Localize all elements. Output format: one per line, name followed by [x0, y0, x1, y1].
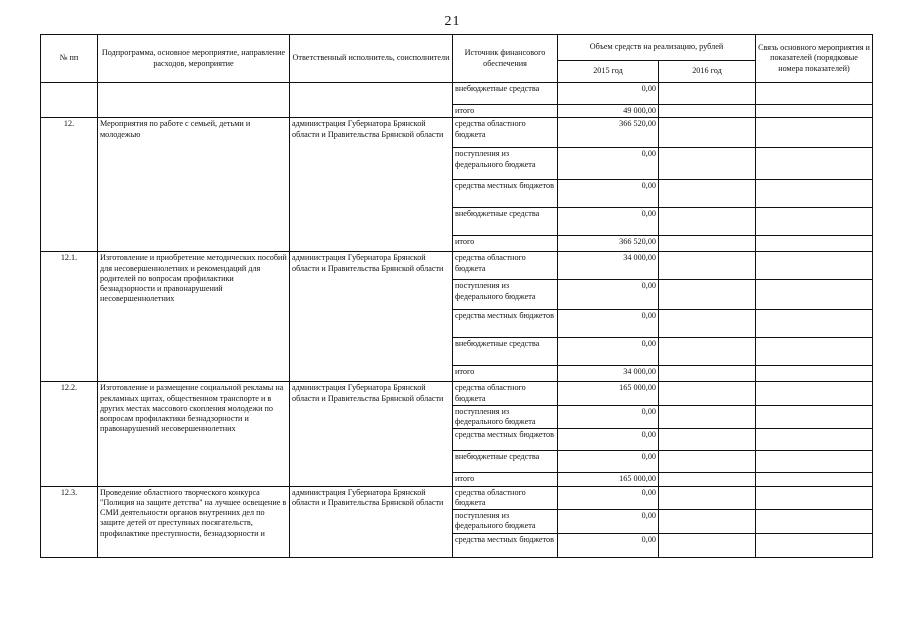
- total-value: 366 520,00: [558, 236, 659, 252]
- source-label: средства местных бюджетов: [453, 310, 558, 338]
- value-2016: [659, 366, 756, 382]
- value-2015: 0,00: [558, 405, 659, 429]
- link-cell: [756, 180, 873, 208]
- value-2016: [659, 473, 756, 486]
- source-label: внебюджетные средства: [453, 338, 558, 366]
- header-source: Источник финансового обеспечения: [453, 35, 558, 83]
- source-label: средства областного бюджета: [453, 486, 558, 510]
- header-executor: Ответственный исполнитель, соисполнители: [290, 35, 453, 83]
- value-2015: 0,00: [558, 486, 659, 510]
- total-value: 34 000,00: [558, 366, 659, 382]
- row-program: Мероприятия по работе с семьей, детьми и молодежью: [98, 118, 290, 252]
- value-2016: [659, 510, 756, 534]
- link-cell: [756, 118, 873, 148]
- source-label: поступления из федерального бюджета: [453, 405, 558, 429]
- link-cell: [756, 382, 873, 406]
- source-label: средства областного бюджета: [453, 118, 558, 148]
- value-2015: 0,00: [558, 280, 659, 310]
- page-number: 21: [444, 14, 461, 29]
- link-cell: [756, 510, 873, 534]
- link-cell: [756, 473, 873, 486]
- link-cell: [756, 429, 873, 451]
- total-label: итого: [453, 105, 558, 118]
- value-2016: [659, 310, 756, 338]
- source-label: внебюджетные средства: [453, 451, 558, 473]
- value-2016: [659, 105, 756, 118]
- value-2016: [659, 148, 756, 180]
- row-executor: администрация Губернатора Брянской области и Правительства Брянской области: [290, 382, 453, 486]
- value-2016: [659, 405, 756, 429]
- value-2015: 0,00: [558, 148, 659, 180]
- value-2015: 0,00: [558, 208, 659, 236]
- header-year-2015: 2015 год: [558, 61, 659, 83]
- value-2016: [659, 429, 756, 451]
- link-cell: [756, 366, 873, 382]
- value-2016: [659, 534, 756, 558]
- value-2016: [659, 338, 756, 366]
- value-2016: [659, 486, 756, 510]
- value-2016: [659, 252, 756, 280]
- row-executor: администрация Губернатора Брянской области и Правительства Брянской области: [290, 252, 453, 382]
- value-2016: [659, 382, 756, 406]
- cell-pp: [41, 83, 98, 118]
- row-program: Изготовление и размещение социальной рекламы на рекламных щитах, общественном транспорте и в других местах массового скопления молодежи по вопросам профилактики безнадзорности и правонарушений несовершеннолетних: [98, 382, 290, 486]
- value-2015: 0,00: [558, 510, 659, 534]
- link-cell: [756, 236, 873, 252]
- cell-program: [98, 83, 290, 118]
- row-pp: 12.2.: [41, 382, 98, 486]
- row-executor: администрация Губернатора Брянской области и Правительства Брянской области: [290, 486, 453, 558]
- source-label: средства местных бюджетов: [453, 429, 558, 451]
- link-cell: [756, 534, 873, 558]
- value-2016: [659, 280, 756, 310]
- total-value: 165 000,00: [558, 473, 659, 486]
- row-program: Проведение областного творческого конкурса "Полиция на защите детства" на лучшее освещение в СМИ деятельности органов внутренних дел по защите детей от преступных посягательств, профилактике преступности, безнадзорности и: [98, 486, 290, 558]
- value-2015: 165 000,00: [558, 382, 659, 406]
- value-2015: 0,00: [558, 429, 659, 451]
- value-2016: [659, 208, 756, 236]
- value-2015: 34 000,00: [558, 252, 659, 280]
- budget-table: [40, 34, 873, 558]
- source-label: поступления из федерального бюджета: [453, 510, 558, 534]
- value-2016: [659, 236, 756, 252]
- value-2015: 366 520,00: [558, 118, 659, 148]
- total-value: 49 000,00: [558, 105, 659, 118]
- link-cell: [756, 105, 873, 118]
- link-cell: [756, 310, 873, 338]
- link-cell: [756, 486, 873, 510]
- source-label: средства местных бюджетов: [453, 180, 558, 208]
- value-2015: 0,00: [558, 338, 659, 366]
- value-2015: 0,00: [558, 451, 659, 473]
- value-2015: 0,00: [558, 180, 659, 208]
- total-label: итого: [453, 473, 558, 486]
- header-volume: Объем средств на реализацию, рублей: [558, 35, 756, 61]
- source-label: средства областного бюджета: [453, 382, 558, 406]
- row-executor: администрация Губернатора Брянской области и Правительства Брянской области: [290, 118, 453, 252]
- row-pp: 12.1.: [41, 252, 98, 382]
- link-cell: [756, 338, 873, 366]
- value-2015: 0,00: [558, 310, 659, 338]
- header-link: Связь основного мероприятия и показателей (порядковые номера показателей): [756, 35, 873, 83]
- link-cell: [756, 148, 873, 180]
- source-label: внебюджетные средства: [453, 83, 558, 105]
- header-program: Подпрограмма, основное мероприятие, направление расходов, мероприятие: [98, 35, 290, 83]
- value-2016: [659, 180, 756, 208]
- value-2015: 0,00: [558, 534, 659, 558]
- link-cell: [756, 451, 873, 473]
- total-label: итого: [453, 236, 558, 252]
- row-pp: 12.3.: [41, 486, 98, 558]
- header-pp: № пп: [41, 35, 98, 83]
- source-label: поступления из федерального бюджета: [453, 280, 558, 310]
- link-cell: [756, 83, 873, 105]
- source-label: поступления из федерального бюджета: [453, 148, 558, 180]
- value-2015: 0,00: [558, 83, 659, 105]
- value-2016: [659, 451, 756, 473]
- value-2016: [659, 118, 756, 148]
- header-year-2016: 2016 год: [659, 61, 756, 83]
- total-label: итого: [453, 366, 558, 382]
- source-label: средства областного бюджета: [453, 252, 558, 280]
- cell-executor: [290, 83, 453, 118]
- row-program: Изготовление и приобретение методических пособий для несовершеннолетних и рекомендаций для родителей по вопросам профилактики безнадзорности и правонарушений несовершеннолетних: [98, 252, 290, 382]
- source-label: средства местных бюджетов: [453, 534, 558, 558]
- link-cell: [756, 280, 873, 310]
- value-2016: [659, 83, 756, 105]
- link-cell: [756, 405, 873, 429]
- source-label: внебюджетные средства: [453, 208, 558, 236]
- link-cell: [756, 252, 873, 280]
- link-cell: [756, 208, 873, 236]
- row-pp: 12.: [41, 118, 98, 252]
